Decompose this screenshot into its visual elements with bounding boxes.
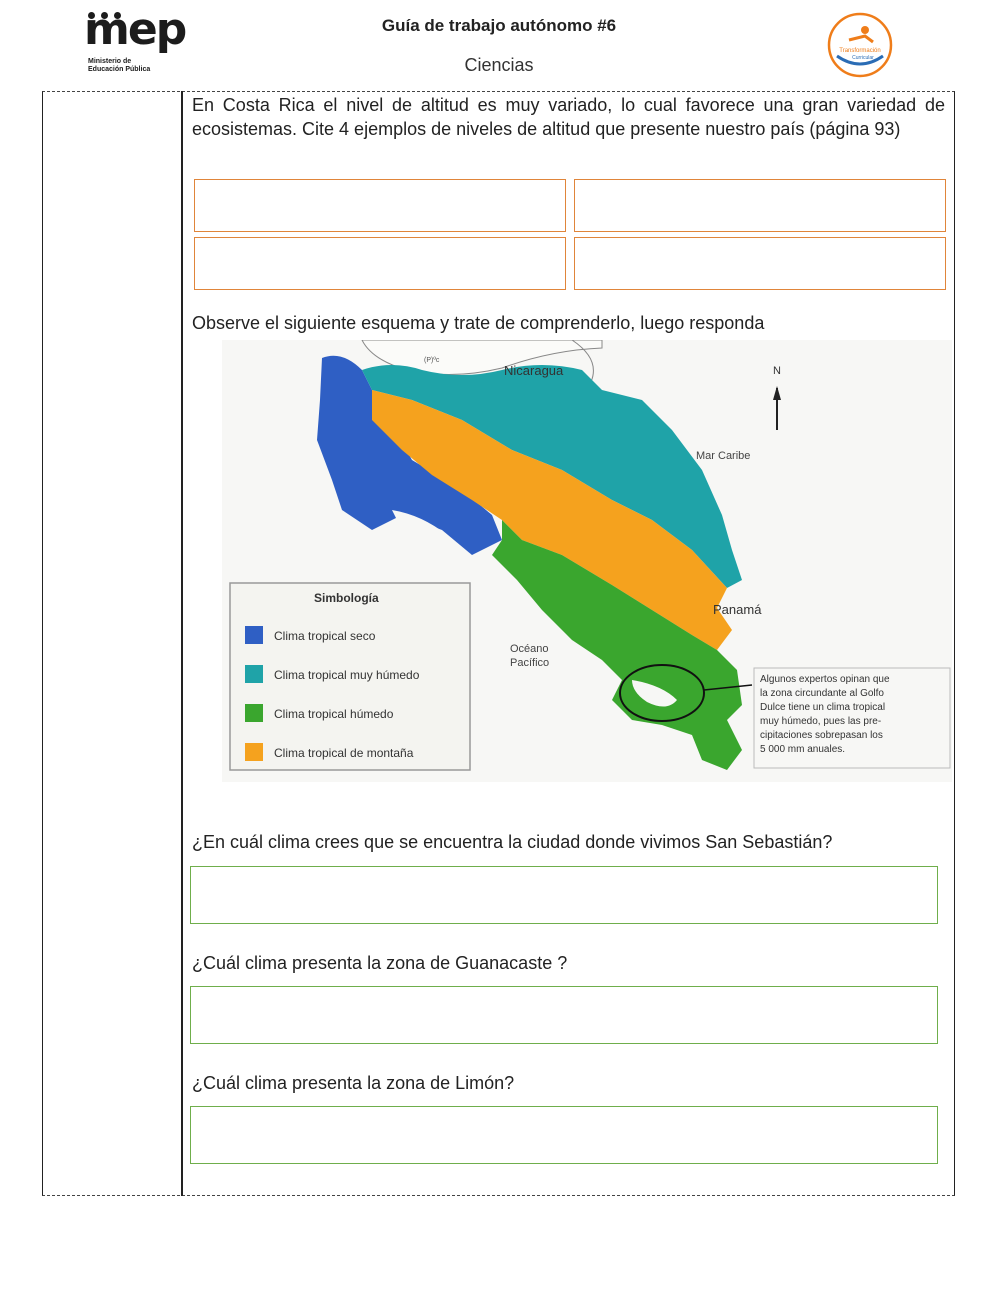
answer-guanacaste[interactable] — [190, 986, 938, 1044]
transformacion-curricular-logo — [827, 12, 893, 78]
label-oceano: Océano — [510, 643, 549, 655]
answer-san-sebastian[interactable] — [190, 866, 938, 924]
legend-label-humedo: Clima tropical húmedo — [274, 707, 394, 721]
altitude-question: En Costa Rica el nivel de altitud es muy variado, lo cual favorece una gran variedad de ecosistemas. Cite 4 ejemplos de niveles de altitud que presente nuestro país (página 93) — [192, 95, 945, 139]
logo-text-line1: Transformación — [839, 48, 881, 54]
question-guanacaste: ¿Cuál clima presenta la zona de Guanacaste ? — [192, 953, 568, 973]
logo-ring — [829, 14, 891, 76]
altitude-answer-2[interactable] — [574, 179, 946, 232]
legend-swatch-montana — [245, 743, 263, 761]
map-instruction: Observe el siguiente esquema y trate de comprenderlo, luego responda — [192, 313, 765, 333]
label-pacifico: Pacífico — [510, 657, 550, 669]
altitude-answer-4[interactable] — [574, 237, 946, 290]
column-divider — [181, 91, 183, 1196]
legend-label-muy-humedo: Clima tropical muy húmedo — [274, 668, 420, 682]
note-line: muy húmedo, pues las pre- — [760, 716, 882, 727]
note-line: cipitaciones sobrepasan los — [760, 730, 883, 741]
logo-figure-head — [861, 26, 869, 34]
legend-swatch-muy-humedo — [245, 665, 263, 683]
altitude-answer-3[interactable] — [194, 237, 566, 290]
label-nicaragua: Nicaragua — [504, 363, 564, 378]
altitude-answer-1[interactable] — [194, 179, 566, 232]
subject-title: Ciencias — [464, 55, 534, 75]
label-top-mark: (P)ºc — [424, 357, 440, 364]
note-line: Algunos expertos opinan que — [760, 674, 890, 685]
logo-subtitle — [88, 58, 150, 74]
legend-swatch-humedo — [245, 704, 263, 722]
question-san-sebastian: ¿En cuál clima crees que se encuentra la ciudad donde vivimos San Sebastián? — [192, 832, 833, 852]
note-line: la zona circundante al Golfo — [760, 688, 884, 699]
logo-subtitle-line: Educación Pública — [88, 66, 151, 73]
legend-label-seco: Clima tropical seco — [274, 629, 376, 643]
label-north: N — [773, 365, 781, 377]
legend-title: Simbología — [314, 591, 379, 605]
guide-title: Guía de trabajo autónomo #6 — [381, 16, 617, 35]
note-line: 5 000 mm anuales. — [760, 744, 846, 755]
label-panama: Panamá — [713, 602, 762, 617]
logo-wordmark: mep — [84, 4, 186, 55]
legend-swatch-seco — [245, 626, 263, 644]
logo-subtitle-line: Ministerio de — [88, 58, 132, 65]
answer-limon[interactable] — [190, 1106, 938, 1164]
label-mar-caribe: Mar Caribe — [696, 450, 751, 462]
note-line: Dulce tiene un clima tropical — [760, 702, 886, 713]
logo-text-line2: Curricular — [852, 55, 874, 61]
costa-rica-climate-map — [222, 340, 952, 782]
legend-label-montana: Clima tropical de montaña — [274, 746, 414, 760]
logo-figure-body — [849, 36, 873, 42]
question-limon: ¿Cuál clima presenta la zona de Limón? — [192, 1073, 515, 1093]
mep-logo — [84, 4, 186, 74]
